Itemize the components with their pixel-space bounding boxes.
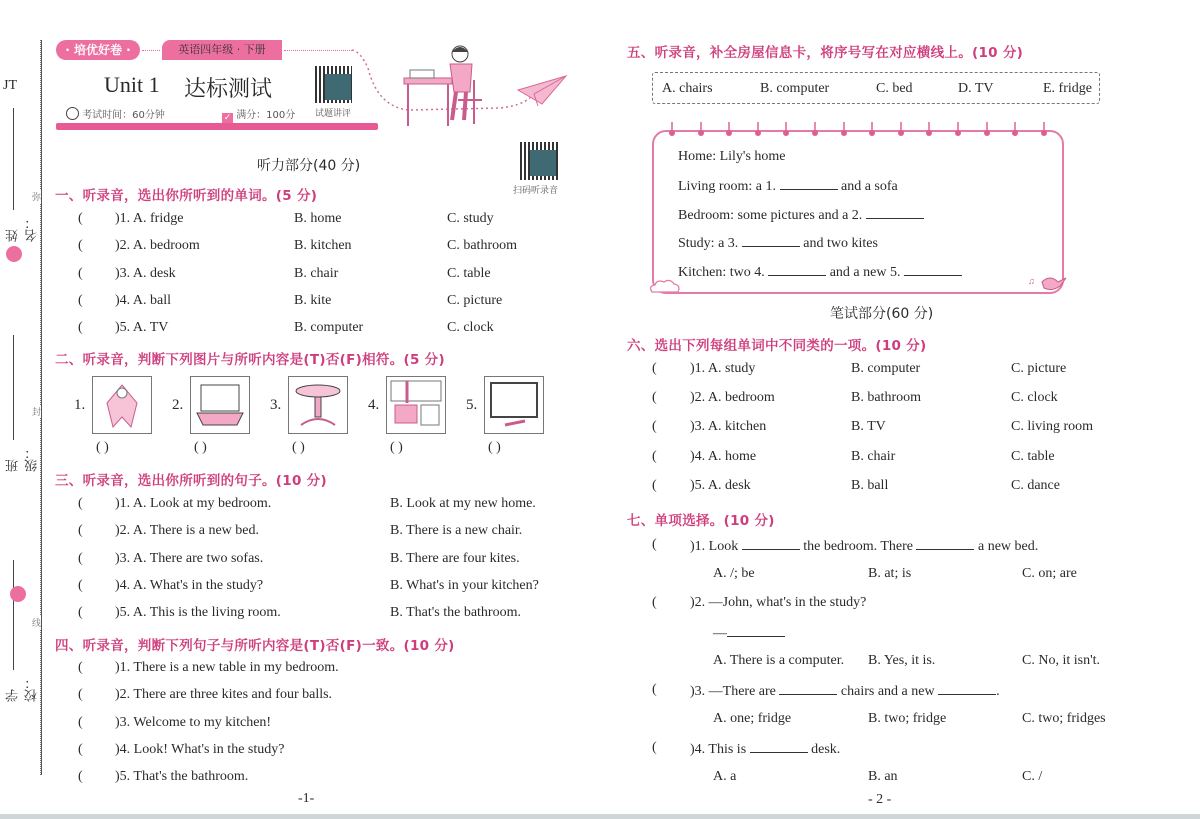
option-b: B. TV <box>851 419 886 435</box>
option-c: C. picture <box>1011 361 1067 376</box>
answer-paren[interactable]: ( <box>652 740 657 755</box>
listening-heading: 听力部分(40 分) <box>257 158 361 174</box>
answer-paren[interactable]: ( <box>652 682 657 697</box>
paper-plane-icon <box>516 74 568 108</box>
dotted-connector <box>284 50 352 51</box>
q1-option-b: B. at; is <box>868 566 912 581</box>
picture-number: 3. <box>270 397 282 413</box>
class-blank[interactable] <box>13 335 14 440</box>
option-b: B. That's the bathroom. <box>390 605 521 621</box>
ring-icon <box>755 122 761 136</box>
binding-line <box>41 40 42 775</box>
ring-icon <box>841 122 847 136</box>
q2-dash: — <box>713 626 727 641</box>
qr-code[interactable] <box>315 66 352 103</box>
word-option: A. chairs <box>662 81 713 96</box>
written-heading: 笔试部分(60 分) <box>830 306 934 322</box>
answer-paren[interactable]: ( ) <box>194 440 207 455</box>
q4-suffix: desk. <box>811 742 841 757</box>
q3-option-a: A. one; fridge <box>713 711 792 726</box>
listen-qr-code[interactable] <box>520 142 558 180</box>
answer-paren[interactable]: ( <box>652 448 657 464</box>
answer-paren[interactable]: ( <box>78 741 83 757</box>
answer-blank-4[interactable] <box>768 263 826 276</box>
picture-frame <box>92 376 152 434</box>
q1-option-a: A. /; be <box>713 566 755 581</box>
option-c: C. dance <box>1011 477 1060 493</box>
listen-qr-caption: 扫码听录音 <box>513 186 559 196</box>
name-blank[interactable] <box>13 108 14 210</box>
section7-title: 七、单项选择。(10 分) <box>627 513 775 529</box>
card-living-room <box>678 177 898 195</box>
dotted-connector <box>142 50 160 51</box>
section2-title: 二、听录音，判断下列图片与所听内容是(T)否(F)相符。(5 分) <box>55 352 445 368</box>
bedroom-prefix: Bedroom: some pictures and a 2. <box>678 208 863 223</box>
ring-icon <box>898 122 904 136</box>
answer-paren[interactable]: ( <box>78 523 83 539</box>
statement: )4. Look! What's in the study? <box>115 741 285 757</box>
section4-title: 四、听录音，判断下列句子与所听内容是(T)否(F)一致。(10 分) <box>55 638 455 654</box>
option-a: )1. A. study <box>690 361 756 376</box>
seal-mark: 线 <box>32 616 41 629</box>
clock-icon <box>66 107 79 120</box>
q1-mid: the bedroom. There <box>803 539 913 554</box>
option-c: C. bathroom <box>447 238 517 254</box>
q4-prefix: )4. This is <box>690 742 747 757</box>
cloud-icon <box>648 278 682 296</box>
study-suffix: and two kites <box>803 236 878 251</box>
tv-icon <box>485 377 543 433</box>
option-b: B. There is a new chair. <box>390 523 523 539</box>
option-b: B. kite <box>294 292 332 308</box>
answer-paren[interactable]: ( <box>78 769 83 785</box>
q3-option-c: C. two; fridges <box>1022 711 1106 726</box>
q3-option-b: B. two; fridge <box>868 711 947 726</box>
statement: )1. There is a new table in my bedroom. <box>115 660 339 675</box>
option-c: C. table <box>1011 448 1055 464</box>
seal-mark: 封 <box>32 405 41 418</box>
q4-option-c: C. / <box>1022 769 1043 784</box>
section1-title: 一、听录音，选出你所听到的单词。(5 分) <box>55 188 318 204</box>
series-tag: · 培优好卷 · <box>56 40 140 60</box>
option-c: C. clock <box>447 320 494 336</box>
q3-mid: chairs and a new <box>840 684 935 699</box>
living-suffix: and a sofa <box>841 179 898 194</box>
q4-blank[interactable] <box>750 740 808 753</box>
card-bedroom <box>678 206 924 224</box>
q1-suffix: a new bed. <box>977 539 1039 554</box>
option-a: )2. A. bedroom <box>115 238 200 254</box>
option-c: C. clock <box>1011 390 1058 406</box>
table-icon <box>289 377 347 433</box>
q2-option-c: C. No, it isn't. <box>1022 653 1100 668</box>
section6-title: 六、选出下列每组单词中不同类的一项。(10 分) <box>627 338 927 354</box>
option-b: B. kitchen <box>294 238 352 254</box>
time-info <box>66 106 165 121</box>
ring-icon <box>1041 122 1047 136</box>
card-home: Home: Lily's home <box>678 149 786 164</box>
answer-paren[interactable]: ( ) <box>488 440 501 455</box>
option-a: )2. A. There is a new bed. <box>115 523 259 539</box>
option-c: C. picture <box>447 292 503 308</box>
answer-paren[interactable]: ( <box>78 577 83 593</box>
picture-frame <box>190 376 250 434</box>
ring-icon <box>984 122 990 136</box>
name-label: 姓名： <box>6 216 40 242</box>
picture-number: 4. <box>368 397 380 413</box>
q1-prefix: )1. Look <box>690 539 739 554</box>
seal-mark: 弥 <box>32 190 41 203</box>
q3-suffix: . <box>996 684 1000 699</box>
picture-frame <box>386 376 446 434</box>
ring-icon <box>955 122 961 136</box>
answer-paren[interactable]: ( <box>652 477 657 493</box>
answer-paren[interactable]: ( ) <box>390 440 403 455</box>
q3-prefix: )3. —There are <box>690 684 776 699</box>
answer-paren[interactable]: ( <box>78 320 83 336</box>
option-b: B. ball <box>851 477 889 493</box>
ring-icon <box>698 122 704 136</box>
kite-icon <box>93 377 151 433</box>
word-option: B. computer <box>760 81 830 96</box>
answer-blank-5[interactable] <box>904 263 962 276</box>
ring-icon <box>926 122 932 136</box>
answer-paren[interactable]: ( <box>78 211 83 226</box>
exam-title: 达标测试 <box>184 77 273 102</box>
option-b: B. computer <box>851 361 921 376</box>
option-a: )3. A. desk <box>115 265 176 281</box>
answer-paren[interactable]: ( <box>78 496 83 511</box>
option-a: )4. A. ball <box>115 292 171 308</box>
answer-paren[interactable]: ( <box>78 265 83 281</box>
q4-option-b: B. an <box>868 769 898 784</box>
answer-paren[interactable]: ( <box>78 687 83 703</box>
option-a: )1. A. fridge <box>115 211 184 226</box>
option-b: B. chair <box>294 265 339 281</box>
kitchen-mid: and a new 5. <box>829 265 901 280</box>
score-info <box>222 106 295 124</box>
option-a: )5. A. TV <box>115 320 169 336</box>
laptop-icon <box>191 377 249 433</box>
option-a: )3. A. kitchen <box>690 419 767 435</box>
svg-text:♫: ♫ <box>1028 276 1035 286</box>
option-a: )5. A. This is the living room. <box>115 605 281 621</box>
check-icon: ✓ <box>223 113 232 123</box>
answer-paren[interactable]: ( <box>78 550 83 566</box>
picture-number: 2. <box>172 397 184 413</box>
word-option: C. bed <box>876 81 913 96</box>
option-c: C. study <box>447 211 494 226</box>
option-b: B. chair <box>851 448 896 464</box>
answer-paren[interactable]: ( <box>652 595 657 610</box>
q1-blank-1[interactable] <box>742 537 800 550</box>
option-a: )1. A. Look at my bedroom. <box>115 496 272 511</box>
answer-paren[interactable]: ( <box>78 660 83 675</box>
q2-option-a: A. There is a computer. <box>713 653 845 668</box>
girl-at-desk-illustration <box>400 40 490 130</box>
option-b: B. home <box>294 211 342 226</box>
option-b: B. bathroom <box>851 390 921 406</box>
header-banner <box>56 123 378 130</box>
q3-blank-2[interactable] <box>938 682 996 695</box>
ring-icon <box>1012 122 1018 136</box>
q2-blank[interactable] <box>727 624 785 637</box>
ring-icon <box>669 122 675 136</box>
s7-q2-response <box>713 624 785 642</box>
option-b: B. Look at my new home. <box>390 496 536 511</box>
grade-tag: 英语四年级 · 下册 <box>162 40 282 60</box>
option-a: )4. A. home <box>690 448 757 464</box>
s7-q3 <box>690 682 1000 700</box>
pink-dot <box>6 246 22 262</box>
statement: )5. That's the bathroom. <box>115 769 249 785</box>
answer-paren[interactable]: ( <box>652 361 657 376</box>
section3-title: 三、听录音，选出你所听到的句子。(10 分) <box>55 473 327 489</box>
picture-frame <box>484 376 544 434</box>
answer-paren[interactable]: ( <box>78 714 83 730</box>
answer-paren[interactable]: ( <box>78 292 83 308</box>
answer-blank-1[interactable] <box>780 177 838 190</box>
ring-icon <box>869 122 875 136</box>
statement: )3. Welcome to my kitchen! <box>115 714 272 730</box>
answer-paren[interactable]: ( <box>78 605 83 621</box>
option-b: B. What's in your kitchen? <box>390 577 539 593</box>
picture-frame <box>288 376 348 434</box>
answer-paren[interactable]: ( ) <box>96 440 109 455</box>
option-b: B. There are four kites. <box>390 550 520 566</box>
q2-option-b: B. Yes, it is. <box>868 653 936 668</box>
q1-blank-2[interactable] <box>916 537 974 550</box>
school-blank[interactable] <box>13 560 14 670</box>
s7-q2: )2. —John, what's in the study? <box>690 595 867 610</box>
ring-icon <box>726 122 732 136</box>
qr-caption: 试题讲评 <box>315 109 352 119</box>
card-kitchen <box>678 263 962 281</box>
option-a: )3. A. There are two sofas. <box>115 550 264 566</box>
answer-paren[interactable]: ( <box>78 238 83 254</box>
card-study <box>678 234 878 252</box>
s7-q1 <box>690 537 1038 555</box>
answer-paren[interactable]: ( <box>652 537 657 552</box>
q1-option-c: C. on; are <box>1022 566 1077 581</box>
pink-dot <box>10 586 26 602</box>
bird-icon <box>1028 272 1068 294</box>
picture-number: 5. <box>466 397 478 413</box>
scan-edge <box>0 814 1200 819</box>
s7-q4 <box>690 740 840 758</box>
living-prefix: Living room: a 1. <box>678 179 776 194</box>
page-number-left: -1- <box>298 791 315 806</box>
option-a: )4. A. What's in the study? <box>115 577 264 593</box>
answer-paren[interactable]: ( ) <box>292 440 305 455</box>
answer-blank-3[interactable] <box>742 234 800 247</box>
answer-paren[interactable]: ( <box>652 419 657 435</box>
q4-option-a: A. a <box>713 769 737 784</box>
page-number-right: - 2 - <box>868 792 892 807</box>
school-label: 学校： <box>6 676 40 702</box>
score-label: 满分：100分 <box>236 110 296 121</box>
word-option: E. fridge <box>1043 81 1092 96</box>
answer-blank-2[interactable] <box>866 206 924 219</box>
option-c: C. table <box>447 265 491 281</box>
option-a: )5. A. desk <box>690 477 751 493</box>
answer-paren[interactable]: ( <box>652 390 657 406</box>
q3-blank-1[interactable] <box>779 682 837 695</box>
time-label: 考试时间：60分钟 <box>82 110 165 121</box>
bedroom-icon <box>387 377 445 433</box>
code-label: JT <box>3 78 17 93</box>
section5-title: 五、听录音，补全房屋信息卡，将序号写在对应横线上。(10 分) <box>627 45 1024 61</box>
kitchen-prefix: Kitchen: two 4. <box>678 265 765 280</box>
option-b: B. computer <box>294 320 364 336</box>
option-c: C. living room <box>1011 419 1094 435</box>
option-a: )2. A. bedroom <box>690 390 775 406</box>
ring-icon <box>812 122 818 136</box>
picture-number: 1. <box>74 397 86 413</box>
word-option: D. TV <box>958 81 994 96</box>
class-label: 班级： <box>6 446 40 472</box>
study-prefix: Study: a 3. <box>678 236 739 251</box>
ring-icon <box>783 122 789 136</box>
statement: )2. There are three kites and four balls. <box>115 687 333 703</box>
unit-label: Unit 1 <box>104 72 160 97</box>
